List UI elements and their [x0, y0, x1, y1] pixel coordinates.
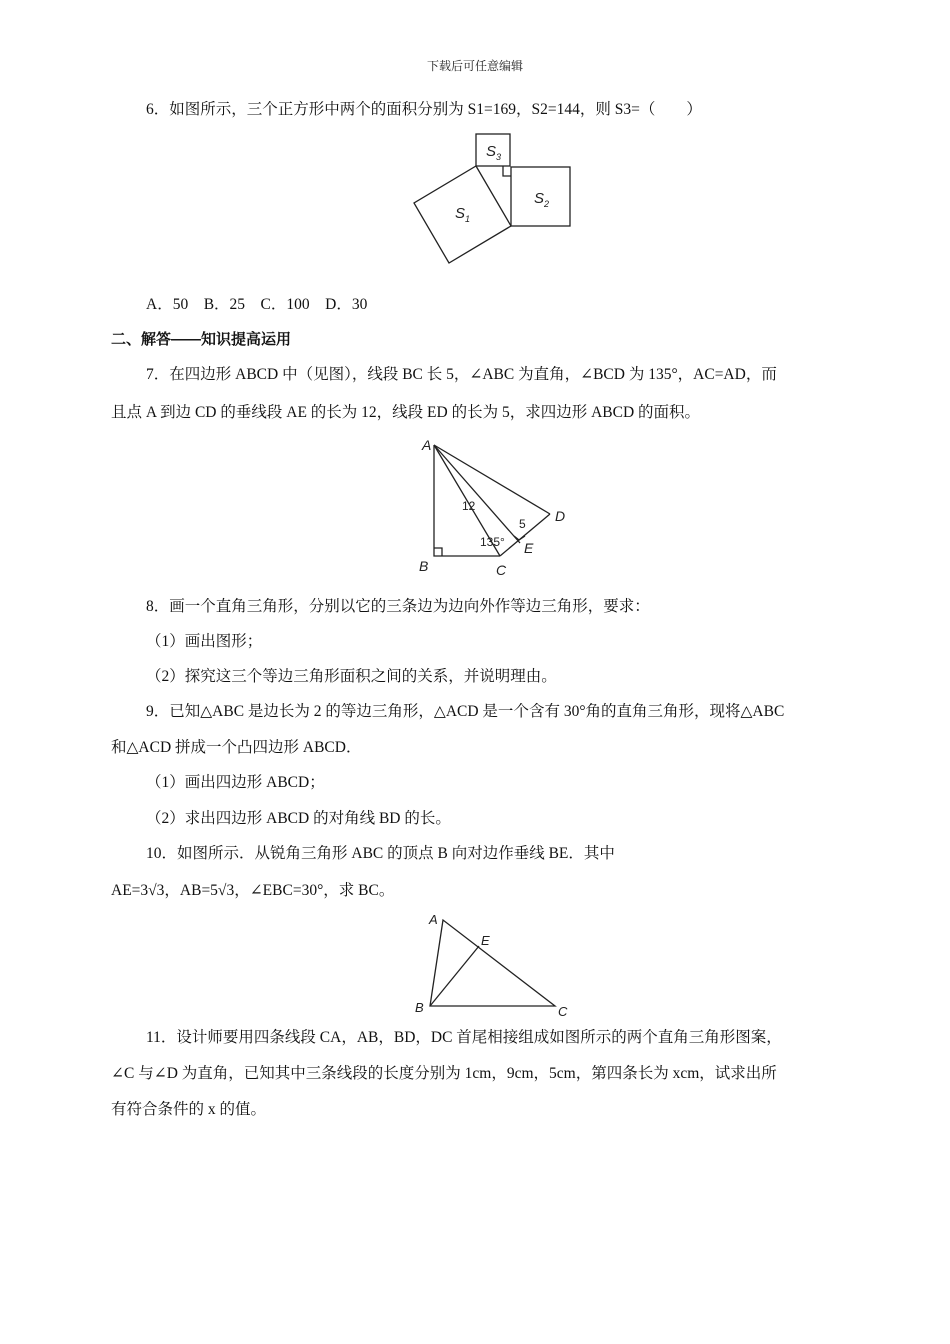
- label-ed-5: 5: [519, 517, 526, 531]
- label-s2-sub: 2: [544, 199, 550, 209]
- q8-part2: （2）探究这三个等边三角形面积之间的关系，并说明理由。: [146, 668, 557, 685]
- label-angle-135: 135°: [480, 535, 505, 549]
- section2-heading: 二、解答——知识提高运用: [111, 331, 292, 348]
- label-b: B: [415, 1000, 424, 1015]
- q11-line2: ∠C 与∠D 为直角，已知其中三条线段的长度分别为 1cm，9cm，5cm，第四条长为 xcm，试求出所: [111, 1065, 777, 1082]
- label-ae-12: 12: [462, 499, 476, 513]
- q8-part1: （1）画出图形；: [146, 633, 263, 650]
- q9-part1: （1）画出四边形 ABCD；: [146, 774, 325, 791]
- q8-stem: 8．画一个直角三角形，分别以它的三条边为边向外作等边三角形，要求：: [146, 598, 650, 615]
- label-e: E: [481, 933, 490, 948]
- q10-line1: 10．如图所示．从锐角三角形 ABC 的顶点 B 向对边作垂线 BE．其中: [146, 845, 615, 862]
- label-c: C: [496, 562, 507, 578]
- right-angle-b: [434, 548, 442, 556]
- label-d: D: [555, 508, 566, 524]
- q9-line2: 和△ACD 拼成一个凸四边形 ABCD．: [111, 739, 362, 756]
- right-angle-mark: [503, 166, 511, 176]
- q7-line1: 7．在四边形 ABCD 中（见图），线段 BC 长 5，∠ABC 为直角，∠BCD 为 135°，AC=AD，而: [146, 366, 777, 383]
- svg-text:S3: [486, 143, 501, 162]
- label-s1: S: [455, 205, 466, 222]
- label-e: E: [524, 540, 534, 556]
- triangle-abc: [430, 920, 555, 1006]
- q10-line2: AE=3√3，AB=5√3，∠EBC=30°，求 BC。: [111, 882, 395, 899]
- svg-text:S2: [534, 190, 549, 209]
- q6-options: A．50 B．25 C．100 D．30: [146, 296, 368, 313]
- q9-part2: （2）求出四边形 ABCD 的对角线 BD 的长。: [146, 810, 451, 827]
- label-s2: S: [534, 190, 545, 207]
- segment-ad: [434, 445, 550, 514]
- q11-line1: 11．设计师要用四条线段 CA，AB，BD，DC 首尾相接组成如图所示的两个直角三角形图案，: [146, 1029, 782, 1046]
- label-a: A: [429, 912, 438, 927]
- page-header: 下载后可任意编辑: [426, 59, 523, 73]
- q7-figure: [410, 432, 580, 582]
- label-a: A: [422, 437, 432, 453]
- label-b: B: [419, 558, 429, 574]
- label-c: C: [558, 1004, 568, 1019]
- segment-ae: [434, 445, 520, 543]
- label-s3-sub: 3: [496, 152, 502, 162]
- q10-figure: [410, 908, 580, 1018]
- svg-text:S1: [455, 205, 470, 224]
- label-s1-sub: 1: [465, 214, 471, 224]
- q6-stem: 6．如图所示，三个正方形中两个的面积分别为 S1=169，S2=144，则 S3=（ ）: [146, 101, 702, 118]
- q11-line3: 有符合条件的 x 的值。: [111, 1101, 267, 1118]
- q7-line2: 且点 A 到边 CD 的垂线段 AE 的长为 12，线段 ED 的长为 5，求四边形 ABCD 的面积。: [111, 404, 701, 421]
- label-s3: S: [486, 143, 497, 160]
- q6-figure: [400, 128, 590, 273]
- q9-line1: 9．已知△ABC 是边长为 2 的等边三角形，△ACD 是一个含有 30°角的直角三角形，现将△ABC: [146, 703, 785, 720]
